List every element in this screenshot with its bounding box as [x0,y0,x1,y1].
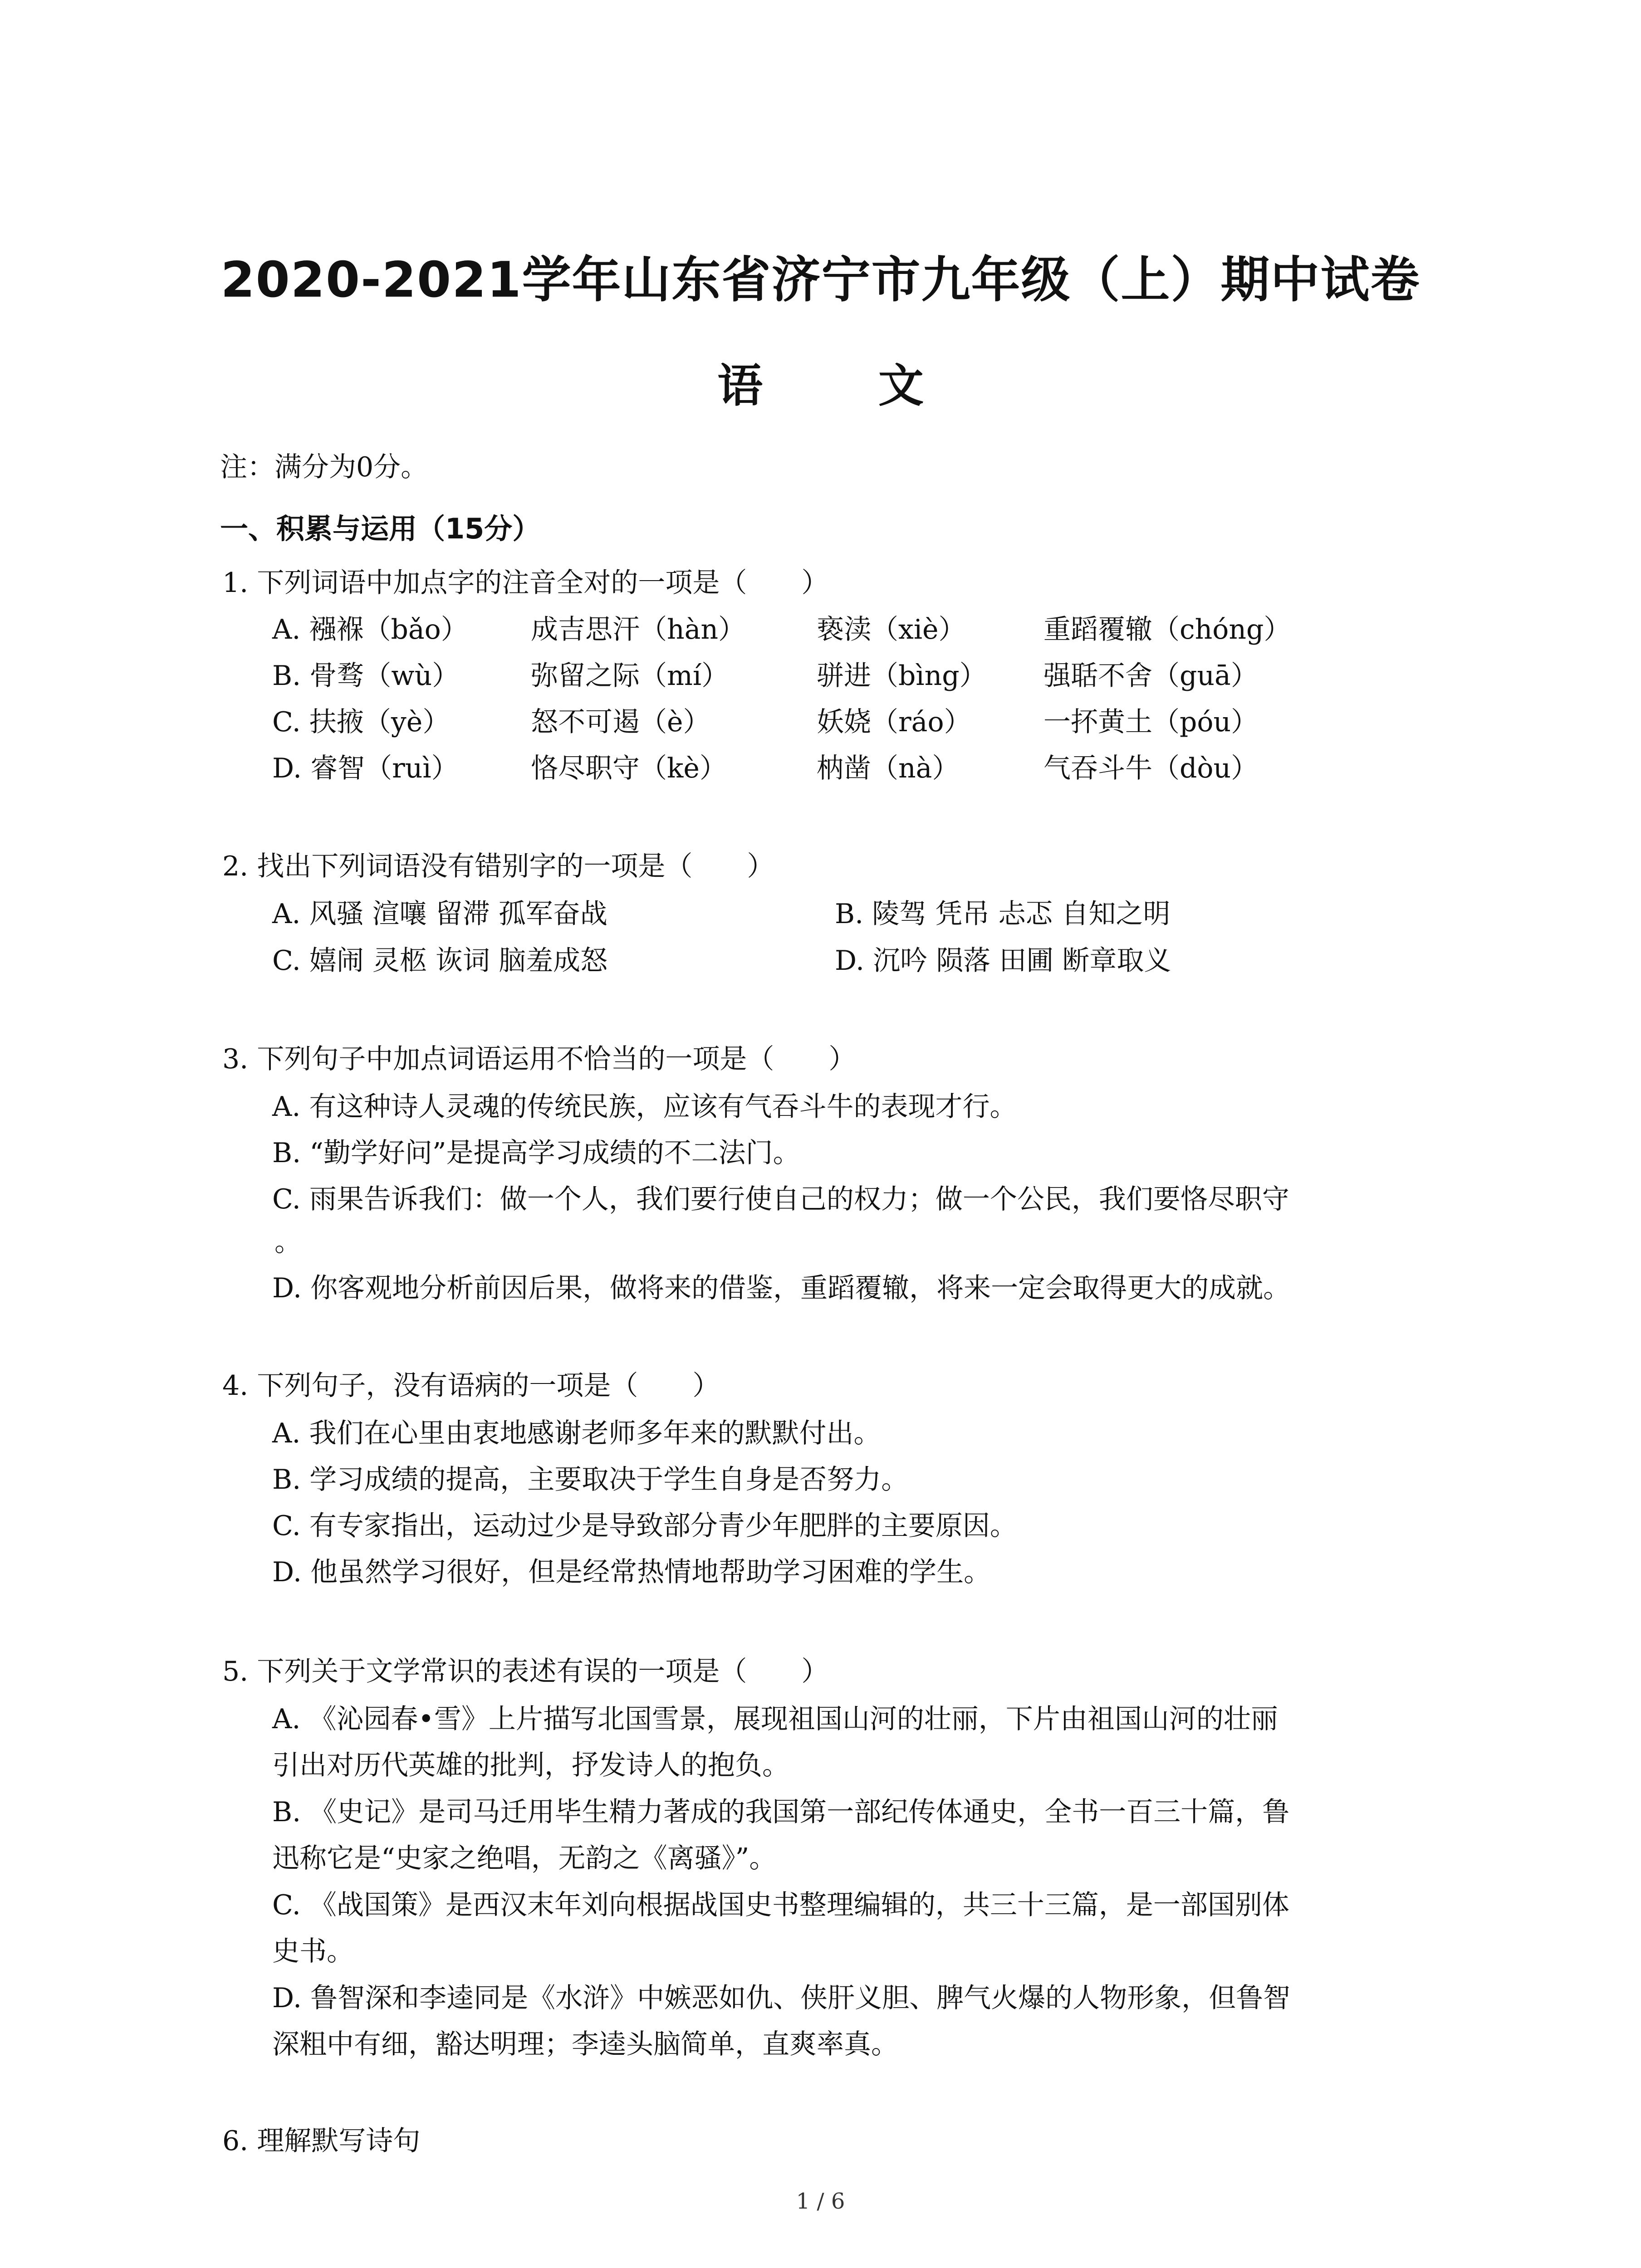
q5-line-3: B. 《史记》是司马迁用毕生精力著成的我国第一部纪传体通史，全书一百三十篇，鲁 [272,1796,1290,1828]
q1-option-b-2: 弥留之际（mí） [531,660,729,692]
q4-option-a: A. 我们在心里由衷地感谢老师多年来的默默付出。 [272,1418,881,1449]
score-note: 注：满分为0分。 [220,451,428,483]
q5-line-5: C. 《战国策》是西汉末年刘向根据战国史书整理编辑的，共三十三篇，是一部国别体 [272,1889,1289,1921]
q1-option-c-2: 怒不可遏（è） [531,706,710,738]
exam-subject: 语 文 [717,359,974,412]
q2-option-a: A. 风骚 渲嚷 留滞 孤军奋战 [272,898,607,930]
q3-option-d: D. 你客观地分析前因后果，做将来的借鉴，重蹈覆辙，将来一定会取得更大的成就。 [272,1272,1291,1304]
q1-option-c-1: C. 扶掖（yè） [272,706,450,738]
q5-line-2: 引出对历代英雄的批判，抒发诗人的抱负。 [272,1750,789,1781]
q1-option-c-4: 一抔黄土（póu） [1043,706,1259,738]
q4-option-d: D. 他虽然学习很好，但是经常热情地帮助学习困难的学生。 [272,1556,991,1588]
q2-option-b: B. 陵驾 凭吊 忐忑 自知之明 [835,898,1171,930]
question-6-stem: 6. 理解默写诗句 [222,2125,421,2157]
q4-option-c: C. 有专家指出，运动过少是导致部分青少年肥胖的主要原因。 [272,1510,1017,1542]
q5-line-4: 迅称它是“史家之绝唱，无韵之《离骚》”。 [272,1843,777,1874]
q5-line-7: D. 鲁智深和李逵同是《水浒》中嫉恶如仇、侠肝义胆、脾气火爆的人物形象，但鲁智 [272,1982,1291,2014]
q1-option-d-1: D. 睿智（ruì） [272,753,459,784]
q1-option-d-4: 气吞斗牛（dòu） [1043,753,1259,784]
q1-option-b-4: 强聒不舍（guā） [1043,660,1258,692]
section-heading: 一、积累与运用（15分） [220,512,541,545]
q3-option-c: C. 雨果告诉我们：做一个人，我们要行使自己的权力；做一个公民，我们要恪尽职守 [272,1183,1289,1215]
q3-option-a: A. 有这种诗人灵魂的传统民族，应该有气吞斗牛的表现才行。 [272,1091,1017,1123]
question-2-stem: 2. 找出下列词语没有错别字的一项是（ ） [222,850,774,882]
q1-option-a-1: A. 襁褓（bǎo） [272,614,468,645]
q1-option-b-3: 骈进（bìng） [817,660,987,692]
q1-option-d-3: 枘凿（nà） [817,753,960,784]
q5-line-8: 深粗中有细，豁达明理；李逵头脑简单，直爽率真。 [272,2028,898,2060]
question-1-stem: 1. 下列词语中加点字的注音全对的一项是（ ） [222,567,829,599]
question-3-stem: 3. 下列句子中加点词语运用不恰当的一项是（ ） [222,1043,856,1075]
q3-option-c-end: 。 [274,1226,302,1258]
q4-option-b: B. 学习成绩的提高，主要取决于学生自身是否努力。 [272,1464,909,1496]
exam-title: 2020-2021学年山东省济宁市九年级（上）期中试卷 [220,252,1421,308]
q5-line-1: A. 《沁园春•雪》上片描写北国雪景，展现祖国山河的壮丽，下片由祖国山河的壮丽 [272,1703,1278,1735]
q5-line-6: 史书。 [272,1936,354,1967]
q1-option-a-3: 亵渎（xiè） [817,614,966,645]
page-number: 1 / 6 [796,2189,845,2214]
q1-option-d-2: 恪尽职守（kè） [531,753,727,784]
q2-option-c: C. 嬉闹 灵柩 诙词 脑羞成怒 [272,945,608,977]
question-4-stem: 4. 下列句子，没有语病的一项是（ ） [222,1370,720,1402]
q1-option-a-2: 成吉思汗（hàn） [531,614,746,645]
q1-option-a-4: 重蹈覆辙（chóng） [1043,614,1291,645]
q1-option-c-3: 妖娆（ráo） [817,706,971,738]
q2-option-d: D. 沉吟 陨落 田圃 断章取义 [835,945,1171,977]
q3-option-b: B. “勤学好问”是提高学习成绩的不二法门。 [272,1137,800,1169]
q1-option-b-1: B. 骨骛（wù） [272,660,460,692]
question-5-stem: 5. 下列关于文学常识的表述有误的一项是（ ） [222,1656,829,1687]
